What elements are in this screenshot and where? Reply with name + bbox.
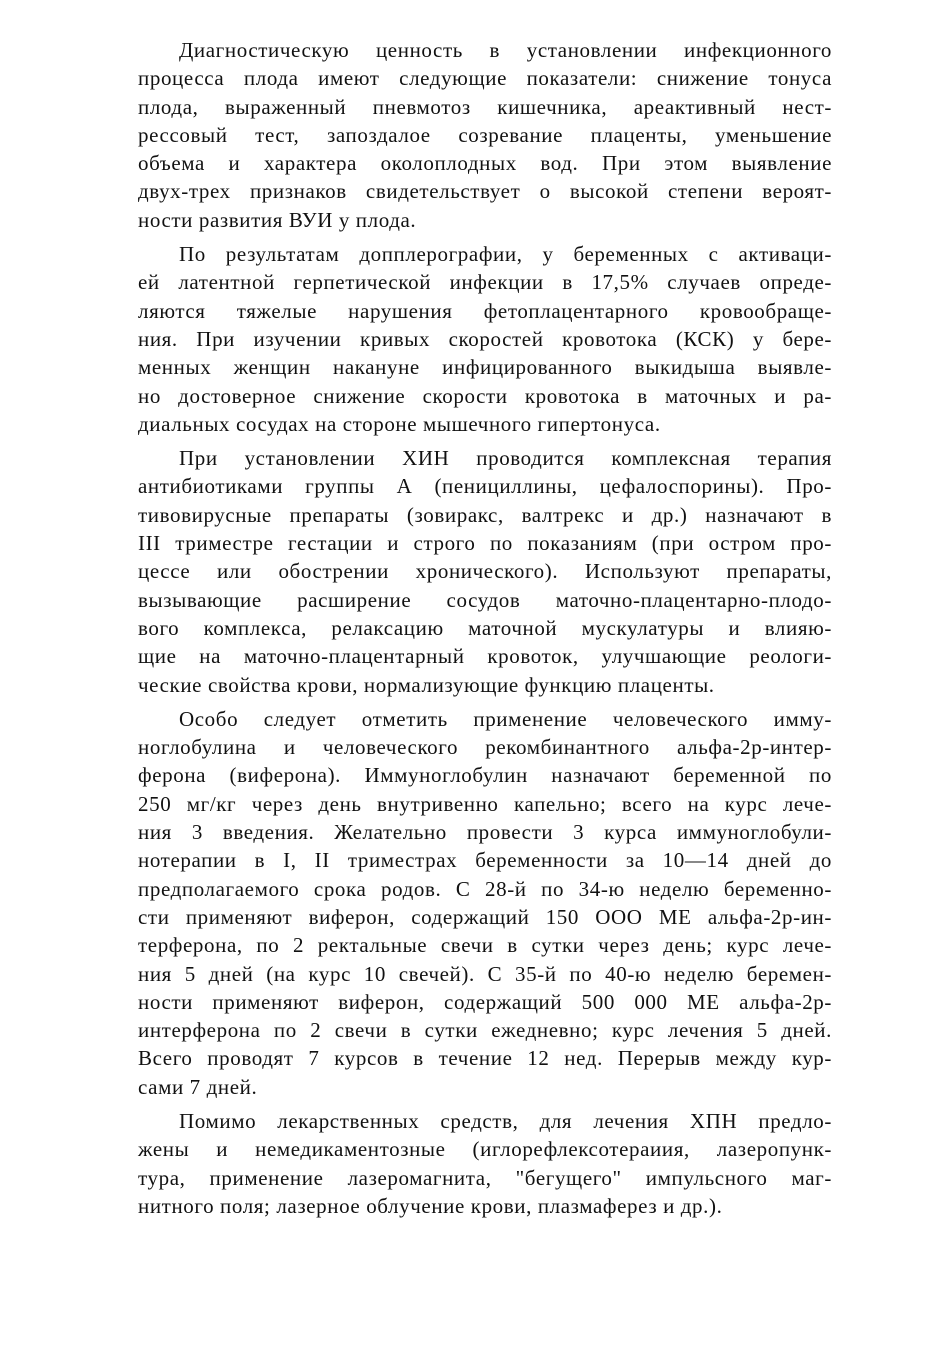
text-line: Диагностическую ценность в установлении инфекционного [179, 38, 832, 62]
text-line: ферона (виферона). Иммуноглобулин назначают беременной по [138, 763, 832, 788]
text-line: ноглобулина и человеческого рекомбинантного альфа-2р-интер- [138, 735, 832, 760]
paragraph-diagnostics [138, 36, 832, 234]
text-line: ности применяют виферон, содержащий 500 000 ME альфа-2р- [138, 989, 832, 1014]
document-page [138, 36, 832, 1226]
text-line: При установлении ХИН проводится комплексная терапия [179, 446, 832, 471]
text-line: ности развития ВУИ у плода. [138, 207, 417, 232]
text-line: ей латентной герпетической инфекции в 17,5% случаев опреде- [138, 270, 832, 295]
text-line: тура, применение лазеромагнита, "бегущего" импульсного маг- [138, 1165, 832, 1190]
text-line: вого комплекса, релаксацию маточной мускулатуры и влияю- [138, 615, 832, 640]
text-line: рессовый тест, запоздалое созревание плаценты, уменьшение [138, 122, 832, 147]
text-line: Особо следует отметить применение человеческого имму- [179, 706, 832, 731]
text-line: ния 5 дней (на курс 10 свечей). С 35-й по 40-ю неделю беремен- [138, 961, 832, 986]
text-line: нитного поля; лазерное облучение крови, плазмаферез и др.). [138, 1193, 723, 1218]
text-line: ляются тяжелые нарушения фетоплацентарного кровообраще- [138, 298, 832, 323]
text-line: III триместре гестации и строго по показаниям (при остром про- [138, 531, 832, 556]
text-line: ния. При изучении кривых скоростей кровотока (КСК) у бере- [138, 326, 832, 351]
paragraph-therapy [138, 444, 832, 699]
text-line: антибиотиками группы А (пенициллины, цефалоспорины). Про- [138, 474, 832, 499]
text-line: диальных сосудах на стороне мышечного гипертонуса. [138, 411, 661, 436]
paragraph-non-drug-methods [138, 1107, 832, 1220]
text-line: двух-трех признаков свидетельствует о высокой степени вероят- [138, 179, 832, 204]
text-line: но достоверное снижение скорости кровотока в маточных и ра- [138, 383, 832, 408]
paragraph-dopplerography [138, 240, 832, 438]
text-line: цессе или обострении хронического). Используют препараты, [138, 559, 832, 584]
text-line: нотерапии в I, II триместрах беременности за 10—14 дней до [138, 848, 832, 873]
text-line: вызывающие расширение сосудов маточно-плацентарно-плодо- [138, 587, 832, 612]
text-line: жены и немедикаментозные (иглорефлексотераиия, лазеропунк- [138, 1137, 832, 1162]
text-line: По результатам допплерографии, у беременных с активаци- [179, 242, 832, 267]
paragraph-immunoglobulin [138, 705, 832, 1101]
text-line: ческие свойства крови, нормализующие функцию плаценты. [138, 672, 715, 697]
text-line: Всего проводят 7 курсов в течение 12 нед. Перерыв между кур- [138, 1046, 832, 1071]
text-line: объема и характера околоплодных вод. При этом выявление [138, 151, 832, 176]
text-line: менных женщин накануне инфицированного выкидыша выявле- [138, 355, 832, 380]
text-line: интерферона по 2 свечи в сутки ежедневно; курс лечения 5 дней. [138, 1018, 832, 1043]
text-line: терферона, по 2 ректальные свечи в сутки через день; курс лече- [138, 933, 832, 958]
text-line: Помимо лекарственных средств, для лечения ХПН предло- [179, 1108, 832, 1133]
text-line: сти применяют виферон, содержащий 150 ООО ME альфа-2р-ин- [138, 904, 832, 929]
text-line: щие на маточно-плацентарный кровоток, улучшающие реологи- [138, 644, 832, 669]
text-line: плода, выраженный пневмотоз кишечника, ареактивный нест- [138, 94, 832, 119]
text-line: процесса плода имеют следующие показатели: снижение тонуса [138, 66, 832, 91]
text-line: 250 мг/кг через день внутривенно капельно; всего на курс лече- [138, 791, 832, 816]
text-line: сами 7 дней. [138, 1074, 258, 1099]
text-line: тивовирусные препараты (зовиракс, валтрекс и др.) назначают в [138, 502, 832, 527]
text-line: предполагаемого срока родов. С 28-й по 34-ю неделю беременно- [138, 876, 832, 901]
text-line: ния 3 введения. Желательно провести 3 курса иммуноглобули- [138, 820, 832, 845]
